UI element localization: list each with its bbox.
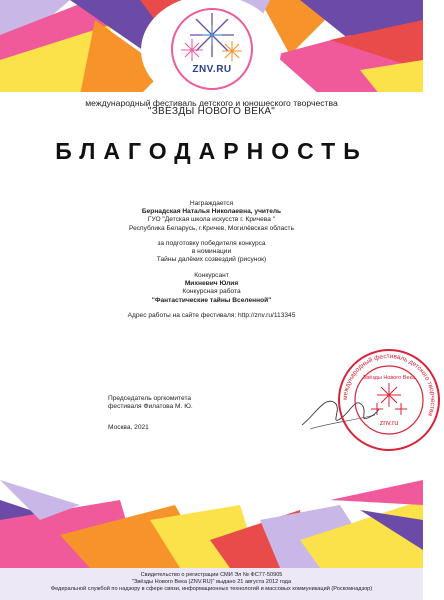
- festival-description: международный фестиваль детского и юношеского творчества: [85, 98, 338, 108]
- work-title: "Фантастические тайны Вселенной": [151, 296, 272, 304]
- star-icon: [371, 383, 407, 415]
- place-date: Москва, 2021: [108, 424, 149, 431]
- footer-line3: Федеральной службой по надзору в сфере связи, информационных технологий и массовых коммуникаций (Роскомнадзор): [50, 586, 373, 592]
- stamp-bottom-text: znv.ru: [379, 420, 399, 427]
- footer-registration: [0, 568, 423, 600]
- recipient-name: Бернадская Наталья Николаевна, учитель: [141, 208, 282, 216]
- nomination-line3: Тайны далёких созвездий (рисунок): [156, 256, 267, 264]
- nomination-block: [0, 240, 423, 265]
- contestant-name: Михневич Юлия: [184, 280, 239, 288]
- work-address: Адрес работы на сайте фестиваля: http://znv.ru/113345: [127, 312, 296, 319]
- stamp-center-text: Звёзды Нового Века: [362, 375, 416, 381]
- logo-text: ZNV.RU: [192, 64, 232, 75]
- award-block: [0, 200, 423, 233]
- contestant-label: Конкурсант: [194, 272, 229, 279]
- signatory-line2: фестиваля Филатова М. Ю.: [108, 403, 193, 411]
- footer-line1: Свидетельство о регистрации СМИ Эл № ФС77-50905: [140, 572, 283, 578]
- recipient-school: ГУО "Детская школа искусств г. Кричева ": [147, 216, 276, 224]
- recipient-location: Республика Беларусь, г.Кричев, Могилёвская область: [128, 224, 295, 232]
- footer-line2: "Звёзды Нового Века (ZNV.RU)" выдано 21 августа 2012 года: [131, 579, 292, 585]
- signatory-line1: Председатель оргкомитета: [108, 395, 192, 402]
- contestant-block: [0, 272, 423, 305]
- awarded-label: Награждается: [189, 200, 234, 207]
- certificate-title: БЛАГОДАРНОСТЬ: [55, 138, 368, 164]
- nomination-line2: в номинации: [191, 248, 232, 256]
- nomination-line1: за подготовку победителя конкурса: [157, 240, 266, 247]
- organizer-stamp: [334, 345, 444, 455]
- signatory-block: [108, 395, 193, 412]
- stamp-ring-text: международный фестиваль детского творчества: [341, 352, 437, 417]
- festival-logo: [166, 3, 258, 95]
- festival-name: "ЗВЁЗДЫ НОВОГО ВЕКА": [147, 106, 276, 117]
- work-label: Конкурсная работа: [182, 288, 241, 296]
